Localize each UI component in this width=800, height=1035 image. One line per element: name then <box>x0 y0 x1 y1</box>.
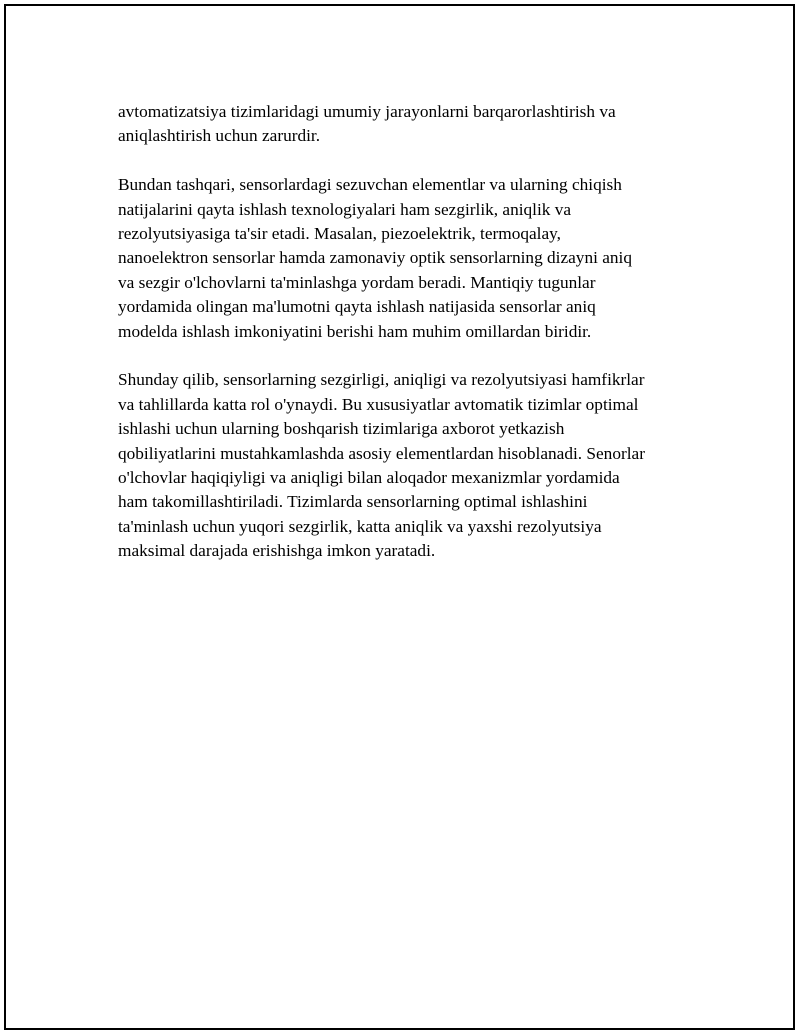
text-line: nanoelektron sensorlar hamda zamonaviy optik sensorlarning dizayni aniq <box>118 248 632 268</box>
text-line: avtomatizatsiya tizimlaridagi umumiy jarayonlarni barqarorlashtirish va <box>118 102 616 121</box>
text-line: va sezgir o'lchovlarni ta'minlashga yordam beradi. Mantiqiy tugunlar <box>118 272 596 292</box>
text-line: Shunday qilib, sensorlarning sezgirligi, aniqligi va rezolyutsiyasi hamfikrlar <box>118 370 645 390</box>
text-line: ham takomillashtiriladi. Tizimlarda sensorlarning optimal ishlashini <box>118 492 588 512</box>
paragraph-2 <box>118 173 693 344</box>
text-line: aniqlashtirish uchun zarurdir. <box>118 126 321 146</box>
text-line: ta'minlash uchun yuqori sezgirlik, katta aniqlik va yaxshi rezolyutsiya <box>118 516 602 536</box>
text-line: va tahlillarda katta rol o'ynaydi. Bu xususiyatlar avtomatik tizimlar optimal <box>118 394 639 414</box>
text-line: qobiliyatlarini mustahkamlashda asosiy elementlardan hisoblanadi. Senorlar <box>118 443 645 463</box>
text-line: rezolyutsiyasiga ta'sir etadi. Masalan, piezoelektrik, termoqalay, <box>118 224 561 244</box>
text-line: Bundan tashqari, sensorlardagi sezuvchan elementlar va ularning chiqish <box>118 175 622 195</box>
text-line: modelda ishlash imkoniyatini berishi ham muhim omillardan biridir. <box>118 321 592 341</box>
text-line: yordamida olingan ma'lumotni qayta ishlash natijasida sensorlar aniq <box>118 297 596 317</box>
document-body <box>118 100 693 588</box>
page-frame <box>4 4 795 1030</box>
text-line: o'lchovlar haqiqiyligi va aniqligi bilan aloqador mexanizmlar yordamida <box>118 468 620 488</box>
paragraph-1 <box>118 100 693 149</box>
paragraph-3 <box>118 368 693 563</box>
text-line: ishlashi uchun ularning boshqarish tizimlariga axborot yetkazish <box>118 419 565 439</box>
text-line: maksimal darajada erishishga imkon yaratadi. <box>118 541 436 561</box>
text-line: natijalarini qayta ishlash texnologiyalari ham sezgirlik, aniqlik va <box>118 199 572 219</box>
